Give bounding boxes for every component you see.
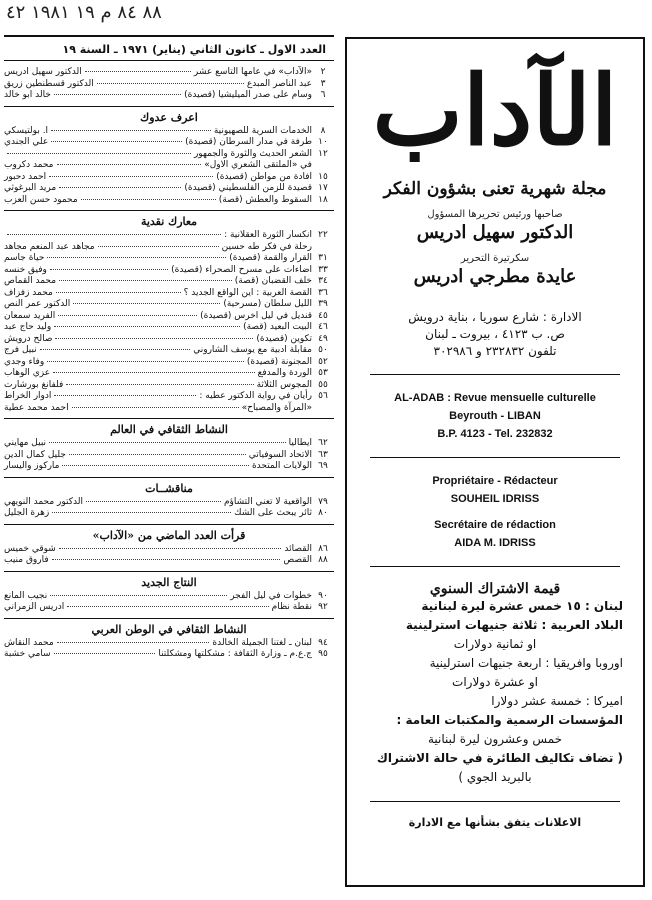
divider — [370, 374, 620, 375]
subscription-line: او عشرة دولارات — [452, 675, 538, 689]
prop-label: Propriétaire - Rédacteur — [432, 475, 558, 487]
subscription-line: لبنان : ١٥ خمس عشرة ليرة لبنانية — [421, 599, 623, 613]
toc-row: ٩٠ خطوات في ليل الفجر نجيب المانع — [4, 590, 328, 601]
toc-row: ١٢ الشعر الحديث والثورة والجمهور — [4, 149, 334, 161]
toc-row: في «الملتقى الشعري الاول» محمد دكروب — [4, 160, 312, 170]
toc-row: ٤٥ قنديل في ليل اخرس (قصيدة) الفريد سمعان — [4, 310, 328, 321]
toc-row: «المرآة والمصباح» احمد محمد عطية — [4, 402, 312, 413]
section-heading: النتاج الجديد — [4, 571, 334, 589]
subscription-line: المؤسسات الرسمية والمكتبات العامة : — [396, 713, 623, 727]
toc-row: ٥٥ المجوس الثلاثة فلفانغ بورشارت — [4, 379, 328, 390]
toc-row: ٣٩ الليل سلطان (مسرحية) الدكتور عمر النص — [4, 299, 328, 309]
masthead-title: الآداب — [372, 54, 618, 167]
prop-name: SOUHEIL IDRISS — [450, 493, 540, 505]
address — [347, 309, 643, 360]
owner-name: الدكتور سهيل ادريس — [416, 222, 574, 243]
subscription-line: ( تضاف تكاليف الطائرة في حالة الاشتراك — [376, 751, 623, 765]
latin-block — [347, 389, 643, 443]
sec-label: Secrétaire de rédaction — [434, 519, 556, 531]
toc-row: ٤٩ تكوين (قصيدة) صالح درويش — [4, 333, 328, 344]
secretary-name: عايدة مطرجي ادريس — [413, 266, 577, 287]
latin-line: B.P. 4123 - Tel. 232832 — [437, 428, 553, 440]
masthead-subtitle: مجلة شهرية تعنى بشؤون الفكر — [383, 179, 607, 199]
toc-row: ٣٣ اضاءات على مسرح الصحراء (قصيدة) وفيق خنسه — [4, 264, 328, 275]
address-line: ص. ب ٤١٢٣ ، بيروت ـ لبنان — [425, 327, 565, 341]
subscription-line: اوروبا وافريقيا : اربعة جنيهات استرلينية — [429, 656, 623, 670]
toc-row: ٩٤ لبنان ـ لغتنا الجميلة الخالدة محمد النقاش — [4, 637, 328, 648]
sec-name: AIDA M. IDRISS — [454, 537, 536, 549]
subscription-line: بالبريد الجوي ) — [458, 770, 532, 784]
latin-line: AL-ADAB : Revue mensuelle culturelle — [394, 392, 596, 404]
toc-row: ٥٦ رأيان في رواية الدكتور عطيه : ادوار الخراط — [4, 391, 328, 401]
toc-row: رحلة في فكر طه حسين مجاهد عبد المنعم مجاهد — [4, 241, 312, 252]
toc-row: ١٥ افادة من مواطن (قصيدة) احمد دحبور — [4, 171, 328, 182]
section-heading: مناقشــات — [4, 477, 334, 495]
section-heading: اعرف عدوك — [4, 106, 334, 124]
toc-row: ٥٠ مقابلة ادبية مع يوسف الشاروني نبيل فرج — [4, 345, 328, 355]
toc-row: ٦٢ ايطاليا نبيل مهايني — [4, 438, 328, 448]
subscription-line: خمس وعشرون ليرة لبنانية — [427, 732, 563, 746]
toc-row: ٦٩ الولايات المتحدة ماركوز واليسار — [4, 461, 328, 471]
section-heading: النشاط الثقافي في الوطن العربي — [4, 618, 334, 636]
toc-row: ١٧ قصيدة للزمن الفلسطيني (قصيدة) مريد البرغوثي — [4, 183, 328, 193]
toc-row: ٢٢ انكسار الثورة العقلانية : — [4, 230, 334, 242]
ads-note: الاعلانات يتفق بشأنها مع الادارة — [408, 816, 582, 829]
issue-line: العدد الاول ـ كانون الثاني (يناير) ١٩٧١ ـ السنة ١٩ — [4, 35, 334, 61]
secretary-label: سكرتيرة التحرير — [460, 253, 530, 264]
masthead-box — [345, 37, 645, 887]
toc-row: ٨ الخدمات السرية للصهيونية ا. بولتيسكي — [4, 125, 326, 136]
handwritten-note: ٨٨ ٨٤ م ١٩ ١٩٨١ ٤٢ — [6, 2, 162, 23]
toc-row: ٦ وسام على صدر الميليشيا (قصيدة) خالد ابو خالد — [4, 90, 326, 100]
subscription-line: اميركا : خمسة عشر دولارا — [491, 694, 623, 708]
address-line: الادارة : شارع سوريا ، بناية درويش — [408, 310, 582, 324]
subscription-line: او ثمانية دولارات — [453, 637, 537, 651]
divider — [370, 566, 620, 567]
toc-row: ٨٦ القصائد شوقي خميس — [4, 543, 328, 554]
section-heading: النشاط الثقافي في العالم — [4, 418, 334, 436]
toc-row: ٧٩ الواقعية لا تعني التشاؤم الدكتور محمد النويهي — [4, 496, 328, 507]
toc-row: ٥٣ الوردة والمدفع عزي الوهاب — [4, 368, 328, 378]
table-of-contents — [4, 35, 334, 661]
divider — [370, 801, 620, 802]
subscription-list — [347, 597, 643, 787]
subscription-line: البلاد العربية : ثلاثة جنيهات استرلينية — [405, 618, 623, 632]
toc-row: ٣ عبد الناصر المبدع الدكتور قسطنطين زريق — [4, 78, 326, 89]
divider — [370, 457, 620, 458]
owner-label: صاحبها ورئيس تحريرها المسؤول — [427, 209, 563, 220]
toc-row: ٨٠ ثائر يبحث على الشك زهرة الجليل — [4, 508, 328, 518]
toc-row: ٩٥ ج.ع.م ـ وزارة الثقافة : مشكلتها ومشكلتنا سامي خشبة — [4, 649, 328, 659]
toc-row: ٦٣ الاتحاد السوفياتي جليل كمال الدين — [4, 449, 328, 460]
latin-line: Beyrouth - LIBAN — [449, 410, 541, 422]
subscription-title: قيمة الاشتراك السنوي — [429, 581, 561, 597]
toc-row: ٥٢ المجنونة (قصيدة) وفاء وجدي — [4, 356, 328, 367]
toc-row: ١٨ السقوط والعطش (قصة) محمود حسن العزب — [4, 194, 328, 205]
toc-row: ٢ «الآداب» في عامها التاسع عشر الدكتور سهيل ادريس — [4, 67, 326, 77]
address-line: تلفون ٢٣٢٨٣٢ و ٣٠٢٩٨٦ — [433, 344, 557, 358]
toc-row: ٤٦ البيت البعيد (قصة) وليد حاج عبد — [4, 322, 328, 332]
section-heading: معارك نقدية — [4, 210, 334, 228]
toc-row: ٩٢ نقطة نظام ادريس الزمراني — [4, 602, 328, 612]
toc-row: ٣٤ خلف القضبان (قصة) محمد القماص — [4, 276, 328, 286]
section-heading: قرأت العدد الماضي من «الآداب» — [4, 524, 334, 542]
toc-row: ٨٨ القصص فاروق منيب — [4, 555, 328, 565]
latin-staff — [347, 472, 643, 552]
toc-row: ٣٦ القصة العربية : اين الواقع الجديد ؟ محمد زفزاف — [4, 287, 328, 298]
toc-row: ٣١ القرار والقمة (قصيدة) حياة جاسم — [4, 253, 328, 263]
toc-row: ١٠ طرفة في مدار السرطان (قصيدة) علي الجندي — [4, 137, 328, 147]
